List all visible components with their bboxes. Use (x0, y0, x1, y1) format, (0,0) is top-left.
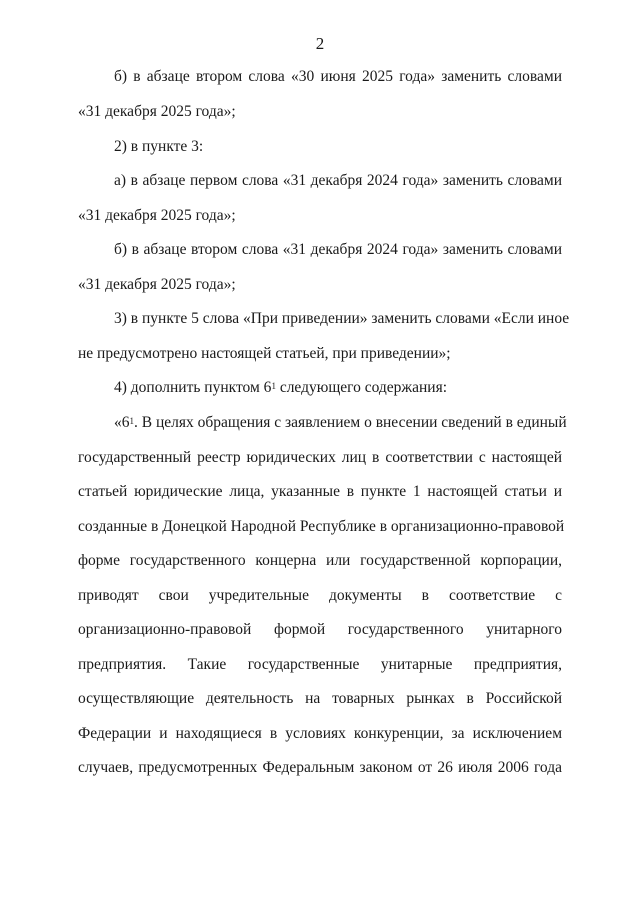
text-line: б) в абзаце втором слова «31 декабря 2024 года» заменить словами (114, 241, 562, 258)
text-line: организационно-правовой формой государственного унитарного (78, 621, 562, 638)
text-line: а) в абзаце первом слова «31 декабря 2024 года» заменить словами (114, 172, 562, 189)
text-line: 2) в пункте 3: (114, 138, 204, 155)
text-line: «31 декабря 2025 года»; (78, 103, 236, 120)
text-line: статьей юридические лица, указанные в пункте 1 настоящей статьи и (78, 483, 562, 500)
text-line: приводят свои учредительные документы в соответствие с (78, 587, 562, 604)
text-line: не предусмотрено настоящей статьей, при приведении»; (78, 345, 451, 362)
text-line (114, 413, 567, 433)
text-segment: следующего содержания: (275, 379, 448, 396)
text-segment: «6 (114, 414, 130, 431)
text-line: Федерации и находящиеся в условиях конкуренции, за исключением (78, 725, 562, 742)
text-line: предприятия. Такие государственные унитарные предприятия, (78, 656, 562, 673)
text-line: «31 декабря 2025 года»; (78, 207, 236, 224)
text-line: «31 декабря 2025 года»; (78, 276, 236, 293)
text-line: б) в абзаце втором слова «30 июня 2025 года» заменить словами (114, 68, 562, 85)
text-segment: 4) дополнить пунктом 6 (114, 379, 272, 396)
text-line: созданные в Донецкой Народной Республике в организационно-правовой (78, 518, 565, 535)
text-line (114, 378, 562, 398)
text-segment: . В целях обращения с заявлением о внесении сведений в единый (134, 414, 567, 431)
page-number: 2 (315, 34, 325, 53)
superscript: 1 (129, 416, 134, 426)
text-line: осуществляющие деятельность на товарных рынках в Российской (78, 690, 562, 707)
text-line: случаев, предусмотренных Федеральным законом от 26 июля 2006 года (78, 759, 562, 776)
superscript: 1 (271, 381, 276, 391)
text-line: 3) в пункте 5 слова «При приведении» заменить словами «Если иное (114, 310, 570, 327)
text-line: государственный реестр юридических лиц в соответствии с настоящей (78, 449, 562, 466)
text-line: форме государственного концерна или государственной корпорации, (78, 552, 562, 569)
